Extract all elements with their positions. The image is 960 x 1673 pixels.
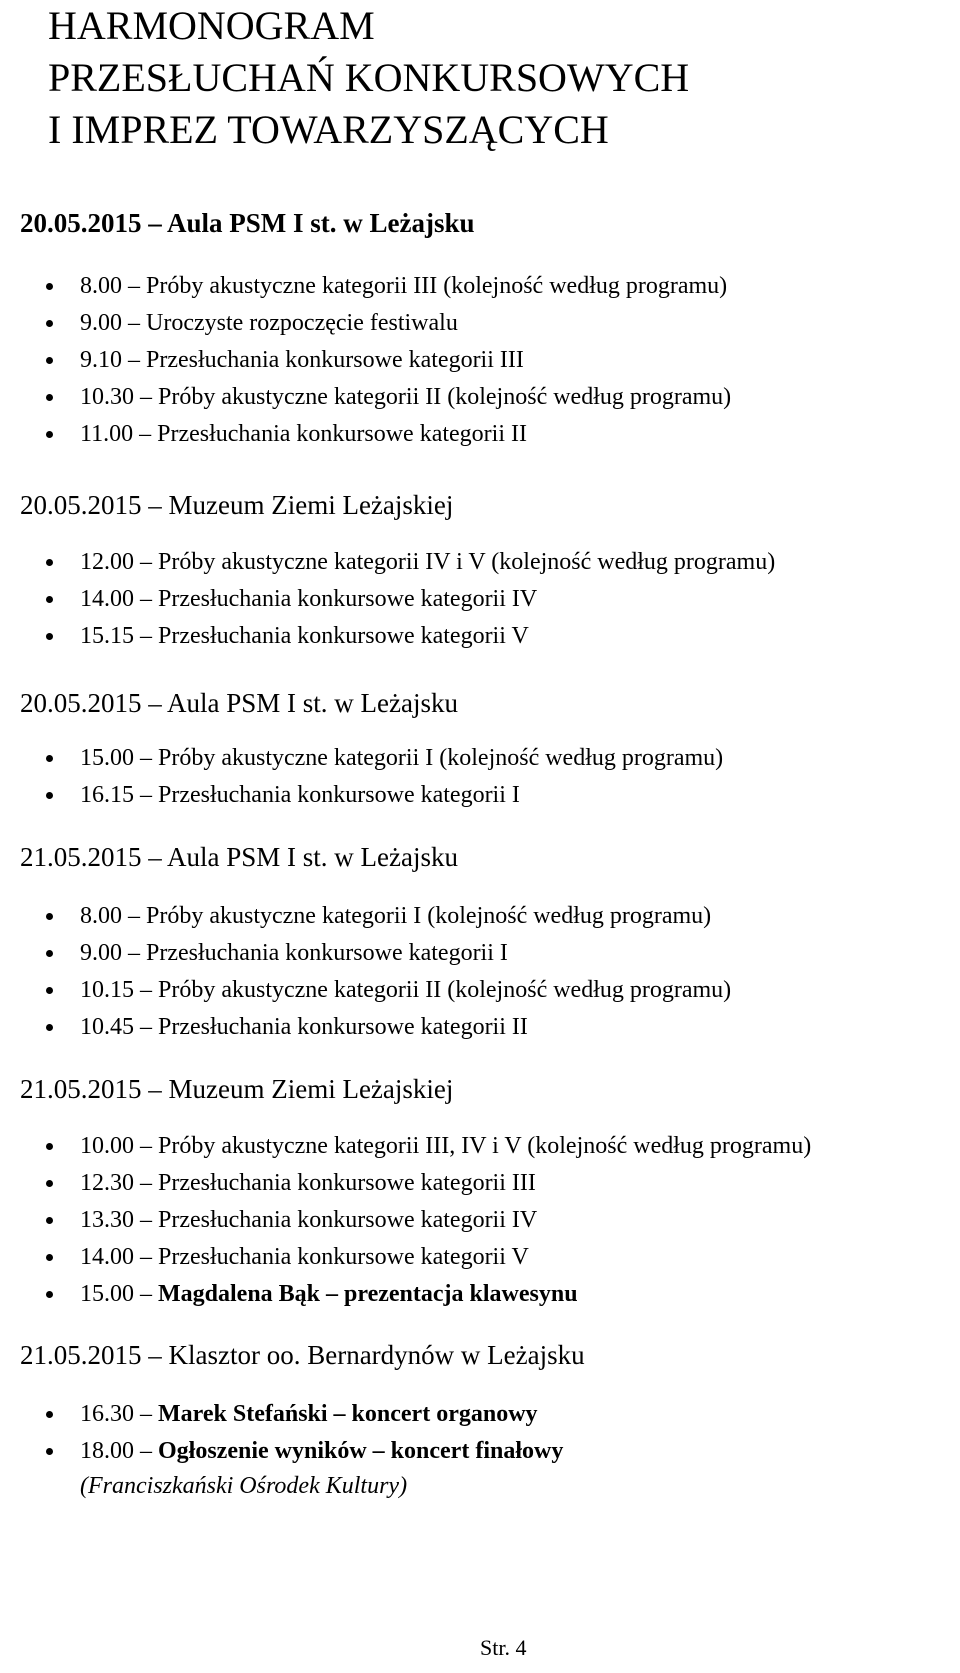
section-heading: 21.05.2015 – Klasztor oo. Bernardynów w Leżajsku [20,1340,585,1370]
section-heading: 21.05.2015 – Muzeum Ziemi Leżajskiej [20,1074,454,1104]
bullet-icon [46,1143,53,1150]
title-line: HARMONOGRAM [48,3,375,48]
event-text [80,1276,578,1313]
page-number: Str. 4 [480,1635,527,1660]
bullet-icon [46,913,53,920]
event-text: 12.30 – Przesłuchania konkursowe kategorii III [80,1170,536,1196]
event-text: 8.00 – Próby akustyczne kategorii I (kolejność według programu) [80,903,712,929]
title-line: I IMPREZ TOWARZYSZĄCYCH [48,107,609,152]
bullet-icon [46,559,53,566]
event-text: 9.10 – Przesłuchania konkursowe kategorii III [80,347,524,373]
bullet-icon [46,1411,53,1418]
event-text: 10.15 – Próby akustyczne kategorii II (kolejność według programu) [80,977,732,1003]
event-time: 15.00 – [80,1281,158,1307]
section-heading: 21.05.2015 – Aula PSM I st. w Leżajsku [20,842,458,872]
bullet-icon [46,950,53,957]
title-line: PRZESŁUCHAŃ KONKURSOWYCH [48,55,690,100]
event-highlight: Marek Stefański – koncert organowy [158,1401,538,1427]
bullet-icon [46,357,53,364]
event-text: 10.00 – Próby akustyczne kategorii III, IV i V (kolejność według programu) [80,1133,812,1159]
event-text: 15.15 – Przesłuchania konkursowe kategorii V [80,623,529,649]
event-text: 8.00 – Próby akustyczne kategorii III (kolejność według programu) [80,273,728,299]
document-title [48,0,689,156]
event-text: 12.00 – Próby akustyczne kategorii IV i V (kolejność według programu) [80,549,776,575]
event-text: 16.15 – Przesłuchania konkursowe kategorii I [80,782,520,808]
event-text: 10.30 – Próby akustyczne kategorii II (kolejność według programu) [80,384,732,410]
event-text: 9.00 – Przesłuchania konkursowe kategorii I [80,940,508,966]
event-text [80,1433,563,1470]
bullet-icon [46,792,53,799]
bullet-icon [46,633,53,640]
bullet-icon [46,987,53,994]
bullet-icon [46,320,53,327]
event-text: 14.00 – Przesłuchania konkursowe kategorii V [80,1244,529,1270]
event-text: 10.45 – Przesłuchania konkursowe kategorii II [80,1014,528,1040]
bullet-icon [46,596,53,603]
event-time: 18.00 – [80,1438,158,1464]
bullet-icon [46,1448,53,1455]
bullet-icon [46,1024,53,1031]
event-highlight: Magdalena Bąk – prezentacja klawesynu [158,1281,578,1307]
section-heading: 20.05.2015 – Aula PSM I st. w Leżajsku [20,688,458,718]
event-time: 16.30 – [80,1401,158,1427]
bullet-icon [46,1254,53,1261]
bullet-icon [46,1291,53,1298]
event-text: 9.00 – Uroczyste rozpoczęcie festiwalu [80,310,458,336]
event-highlight: Ogłoszenie wyników – koncert finałowy [158,1438,564,1464]
bullet-icon [46,1180,53,1187]
event-text: 15.00 – Próby akustyczne kategorii I (kolejność według programu) [80,745,724,771]
event-text [80,1396,538,1433]
section-heading: 20.05.2015 – Aula PSM I st. w Leżajsku [20,208,475,238]
bullet-icon [46,394,53,401]
event-text: 11.00 – Przesłuchania konkursowe kategorii II [80,421,527,447]
event-text: 13.30 – Przesłuchania konkursowe kategorii IV [80,1207,538,1233]
bullet-icon [46,1217,53,1224]
section-heading: 20.05.2015 – Muzeum Ziemi Leżajskiej [20,490,454,520]
venue-note: (Franciszkański Ośrodek Kultury) [80,1473,408,1499]
bullet-icon [46,755,53,762]
bullet-icon [46,431,53,438]
event-text: 14.00 – Przesłuchania konkursowe kategorii IV [80,586,538,612]
bullet-icon [46,283,53,290]
